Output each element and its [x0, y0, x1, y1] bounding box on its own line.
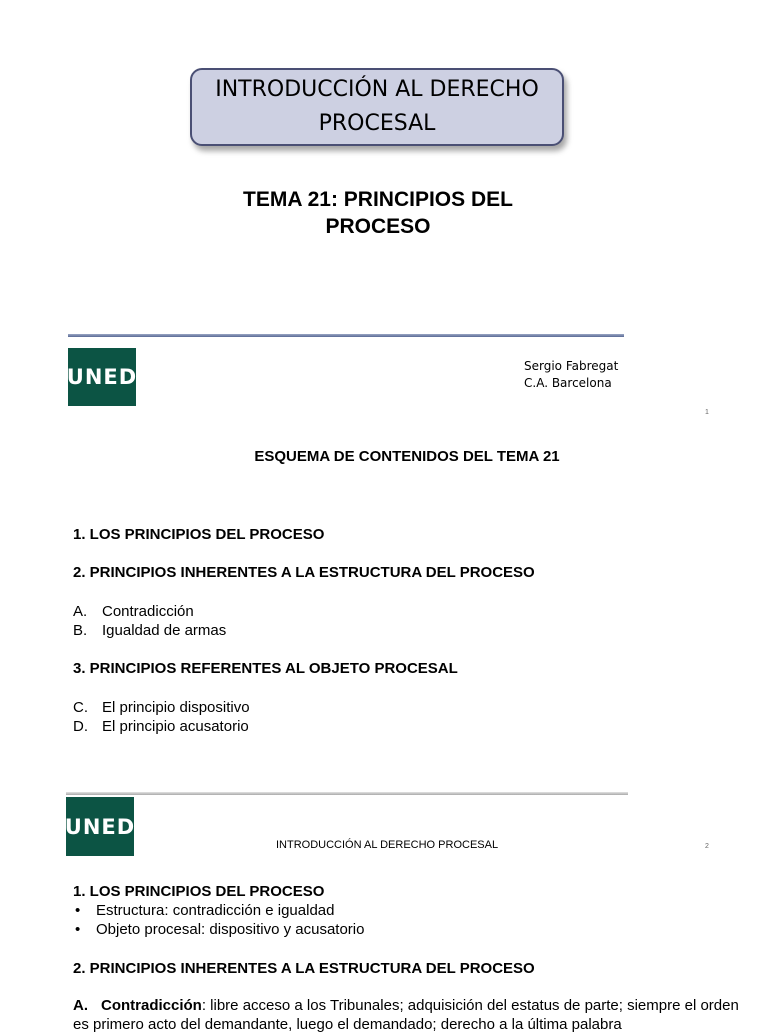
uned-logo [66, 797, 134, 856]
list-item: B. Igualdad de armas [73, 622, 227, 639]
contradiccion-paragraph [73, 996, 753, 1034]
list-item: • Estructura: contradicción e igualdad [75, 902, 335, 919]
slide-title-box [190, 68, 564, 146]
bullet-list [73, 901, 364, 939]
section-heading-1: 1. LOS PRINCIPIOS DEL PROCESO [73, 883, 325, 900]
logo-text: UNED [64, 814, 136, 839]
page-number: 2 [705, 843, 709, 850]
section3-list [73, 698, 250, 736]
uned-logo [68, 348, 136, 406]
schema-title: ESQUEMA DE CONTENIDOS DEL TEMA 21 [254, 448, 560, 465]
section2-list [73, 602, 226, 640]
page-number: 1 [705, 409, 709, 416]
list-item: A. Contradicción [73, 603, 194, 620]
author-name: Sergio Fabregat [524, 359, 619, 373]
para-term: Contradicción [101, 997, 202, 1014]
logo-text: UNED [66, 365, 138, 389]
list-item: C. El principio dispositivo [73, 699, 250, 716]
section-heading-2: 2. PRINCIPIOS INHERENTES A LA ESTRUCTURA DEL PROCESO [73, 564, 535, 581]
section-heading-2: 2. PRINCIPIOS INHERENTES A LA ESTRUCTURA DEL PROCESO [73, 960, 535, 977]
bullet-marker: • [75, 921, 81, 938]
para-text: : libre acceso a los Tribunales; adquisición del estatus de parte; siempre el orden es primero acto del demandante, luego el demandado; derecho a la última palabra [73, 997, 739, 1033]
author-block [524, 358, 618, 392]
section-heading-1: 1. LOS PRINCIPIOS DEL PROCESO [73, 526, 325, 543]
section-heading-3: 3. PRINCIPIOS REFERENTES AL OBJETO PROCESAL [73, 660, 458, 677]
footer-title: INTRODUCCIÓN AL DERECHO PROCESAL [276, 839, 499, 851]
list-item: • Objeto procesal: dispositivo y acusatorio [75, 921, 365, 938]
author-center: C.A. Barcelona [524, 376, 612, 390]
slide-divider [68, 334, 624, 337]
tema-title: TEMA 21: PRINCIPIOS DEL PROCESO [243, 188, 513, 238]
slide-title: INTRODUCCIÓN AL DERECHO PROCESAL [215, 77, 539, 136]
list-item: D. El principio acusatorio [73, 718, 249, 735]
slide-divider [66, 792, 628, 795]
bullet-marker: • [75, 902, 81, 919]
para-marker: A. [73, 997, 88, 1014]
